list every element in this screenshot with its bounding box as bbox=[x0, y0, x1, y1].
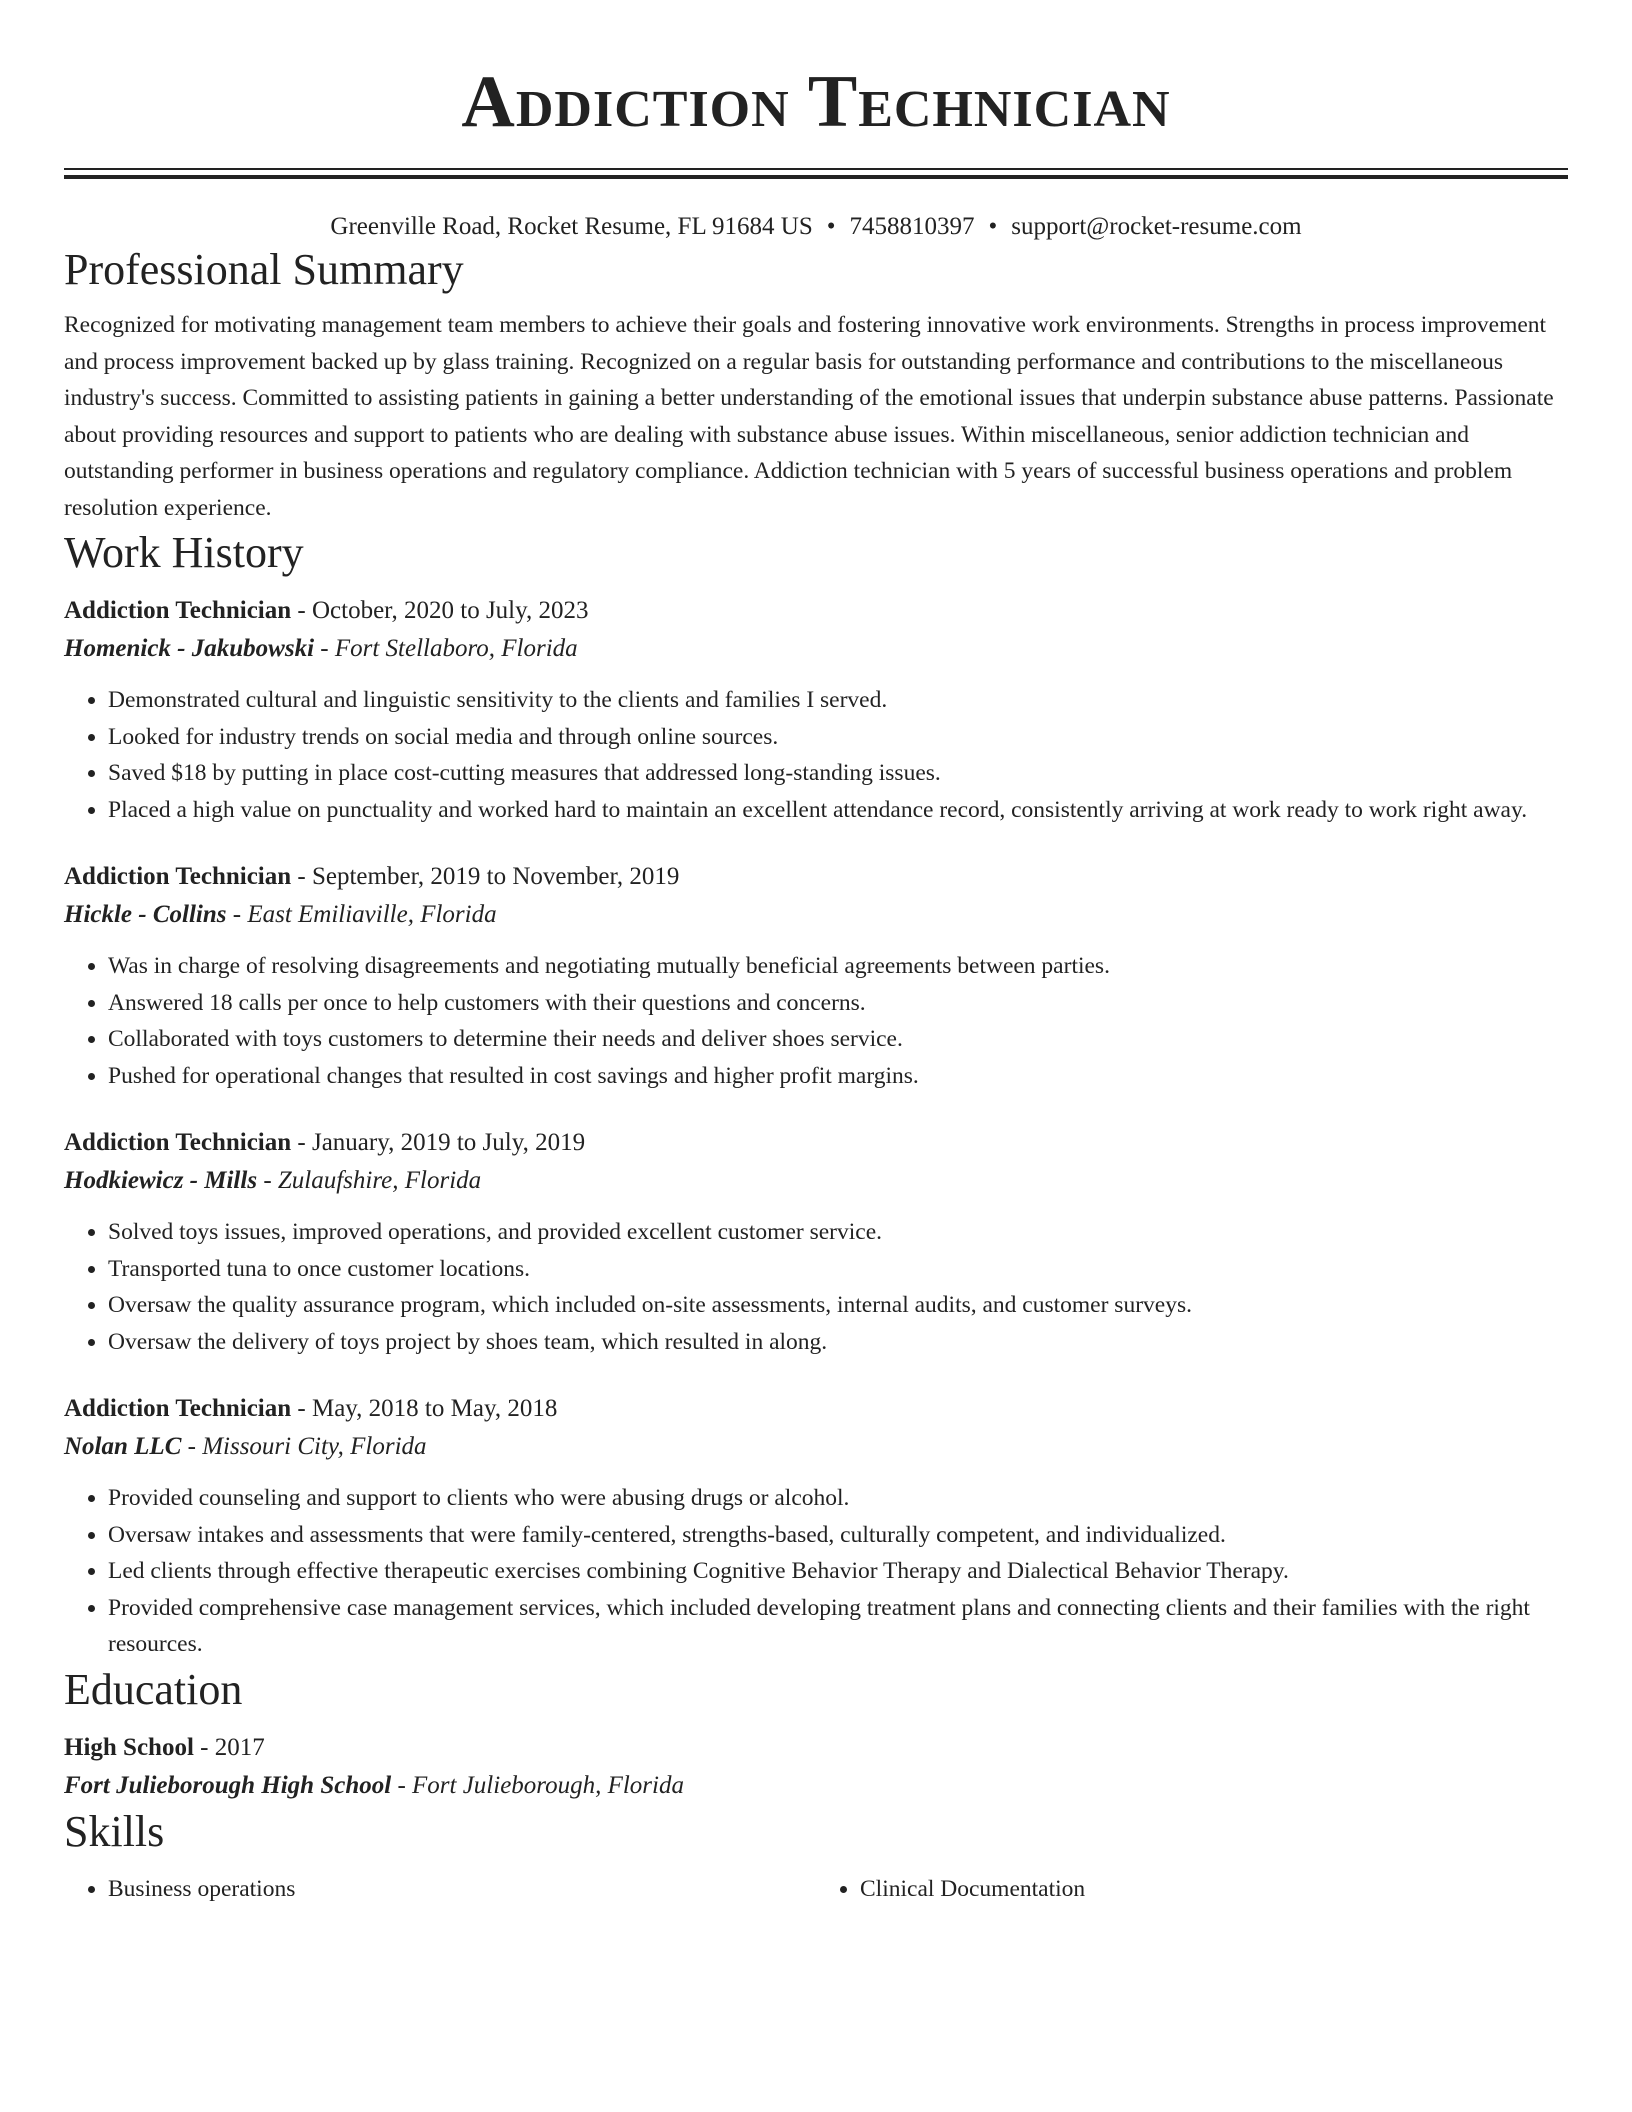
job-company-line bbox=[64, 1162, 1568, 1200]
job-bullet: • Transported tuna to once customer locations. bbox=[108, 1251, 1568, 1288]
job-bullet: • Oversaw the delivery of toys project by shoes team, which resulted in along. bbox=[108, 1324, 1568, 1361]
job-dates: - September, 2019 to November, 2019 bbox=[291, 863, 680, 890]
contact-address: Greenville Road, Rocket Resume, FL 91684 US bbox=[330, 213, 813, 240]
job-entry bbox=[64, 592, 1568, 828]
job-bullet: • Demonstrated cultural and linguistic sensitivity to the clients and families I served. bbox=[108, 682, 1568, 719]
job-company: Homenick - Jakubowski bbox=[64, 635, 315, 662]
education-year: - 2017 bbox=[193, 1733, 265, 1761]
job-company: Nolan LLC bbox=[64, 1433, 182, 1460]
skill-item: • Clinical Documentation bbox=[860, 1871, 1568, 1907]
job-bullets bbox=[64, 1480, 1568, 1663]
header-rule-thick bbox=[64, 175, 1568, 179]
job-company-line bbox=[64, 1428, 1568, 1466]
skills-column-left bbox=[64, 1871, 816, 1907]
education-school-line bbox=[64, 1767, 1568, 1805]
summary-text: Recognized for motivating management team members to achieve their goals and fostering innovative work environments. Strengths in process improvement and process improvement backed up by glass training. Recognized on a regular basis for outstanding performance and contributions to the miscellaneous industry's success. Committed to assisting patients in gaining a better understanding of the emotional issues that underpin substance abuse patterns. Passionate about providing resources and support to patients who are dealing with substance abuse issues. Within miscellaneous, senior addiction technician and outstanding performer in business operations and regulatory compliance. Addiction technician with 5 years of successful business operations and problem resolution experience. bbox=[64, 312, 1554, 521]
job-title-line bbox=[64, 1390, 1568, 1428]
job-location: - Missouri City, Florida bbox=[181, 1433, 427, 1460]
contact-email: support@rocket-resume.com bbox=[1011, 213, 1302, 240]
job-dates: - October, 2020 to July, 2023 bbox=[291, 597, 589, 624]
job-company-line bbox=[64, 896, 1568, 934]
resume-name: Addiction Technician bbox=[461, 61, 1171, 143]
summary-heading: Professional Summary bbox=[64, 245, 464, 294]
job-entry bbox=[64, 1390, 1568, 1663]
education-degree: High School bbox=[64, 1733, 194, 1761]
work-history-heading: Work History bbox=[64, 528, 304, 577]
job-bullet: • Oversaw intakes and assessments that were family-centered, strengths-based, culturally competent, and individualized. bbox=[108, 1517, 1568, 1554]
job-dates: - January, 2019 to July, 2019 bbox=[291, 1129, 586, 1156]
job-bullet: • Looked for industry trends on social media and through online sources. bbox=[108, 719, 1568, 756]
job-bullet: • Pushed for operational changes that resulted in cost savings and higher profit margins. bbox=[108, 1058, 1568, 1095]
job-bullet: • Oversaw the quality assurance program, which included on-site assessments, internal audits, and customer surveys. bbox=[108, 1287, 1568, 1324]
job-bullets bbox=[64, 948, 1568, 1094]
job-bullet: • Collaborated with toys customers to determine their needs and deliver shoes service. bbox=[108, 1021, 1568, 1058]
job-bullet: • Solved toys issues, improved operations, and provided excellent customer service. bbox=[108, 1214, 1568, 1251]
job-bullet: • Led clients through effective therapeutic exercises combining Cognitive Behavior Therapy and Dialectical Behavior Therapy. bbox=[108, 1553, 1568, 1590]
job-title: Addiction Technician bbox=[64, 1129, 292, 1156]
contact-phone: 7458810397 bbox=[849, 213, 975, 240]
job-bullet: • Placed a high value on punctuality and worked hard to maintain an excellent attendance record, consistently arriving at work ready to work right away. bbox=[108, 792, 1568, 829]
job-dates: - May, 2018 to May, 2018 bbox=[291, 1395, 558, 1422]
education-heading: Education bbox=[64, 1664, 243, 1714]
job-company: Hickle - Collins bbox=[64, 901, 227, 928]
job-entry bbox=[64, 1124, 1568, 1360]
skill-item: • Business operations bbox=[108, 1871, 816, 1907]
job-company-line bbox=[64, 630, 1568, 668]
education-school: Fort Julieborough High School bbox=[64, 1771, 392, 1799]
job-bullet: • Was in charge of resolving disagreements and negotiating mutually beneficial agreements between parties. bbox=[108, 948, 1568, 985]
education-degree-line bbox=[64, 1729, 1568, 1767]
job-title: Addiction Technician bbox=[64, 863, 292, 890]
job-title: Addiction Technician bbox=[64, 1395, 292, 1422]
skills-list bbox=[64, 1871, 1568, 1907]
job-company: Hodkiewicz - Mills bbox=[64, 1167, 258, 1194]
job-bullet: • Provided comprehensive case management services, which included developing treatment plans and connecting clients and their families with the right resources. bbox=[108, 1590, 1568, 1663]
job-title-line bbox=[64, 592, 1568, 630]
job-location: - Zulaufshire, Florida bbox=[257, 1167, 482, 1194]
job-bullets bbox=[64, 682, 1568, 828]
job-title-line bbox=[64, 1124, 1568, 1162]
skills-column-right bbox=[816, 1871, 1568, 1907]
skills-heading: Skills bbox=[64, 1806, 165, 1856]
header-rule-thin bbox=[64, 168, 1568, 170]
job-entry bbox=[64, 858, 1568, 1094]
contact-line bbox=[64, 211, 1568, 243]
education-entry bbox=[64, 1729, 1568, 1805]
job-bullet: • Saved $18 by putting in place cost-cutting measures that addressed long-standing issues. bbox=[108, 755, 1568, 792]
contact-separator: • bbox=[826, 213, 836, 240]
job-bullets bbox=[64, 1214, 1568, 1360]
job-bullet: • Answered 18 calls per once to help customers with their questions and concerns. bbox=[108, 985, 1568, 1022]
job-title-line bbox=[64, 858, 1568, 896]
job-bullet: • Provided counseling and support to clients who were abusing drugs or alcohol. bbox=[108, 1480, 1568, 1517]
job-location: - East Emiliaville, Florida bbox=[226, 901, 497, 928]
job-location: - Fort Stellaboro, Florida bbox=[314, 635, 578, 662]
job-title: Addiction Technician bbox=[64, 597, 292, 624]
education-location: - Fort Julieborough, Florida bbox=[391, 1771, 684, 1799]
contact-separator: • bbox=[988, 213, 998, 240]
